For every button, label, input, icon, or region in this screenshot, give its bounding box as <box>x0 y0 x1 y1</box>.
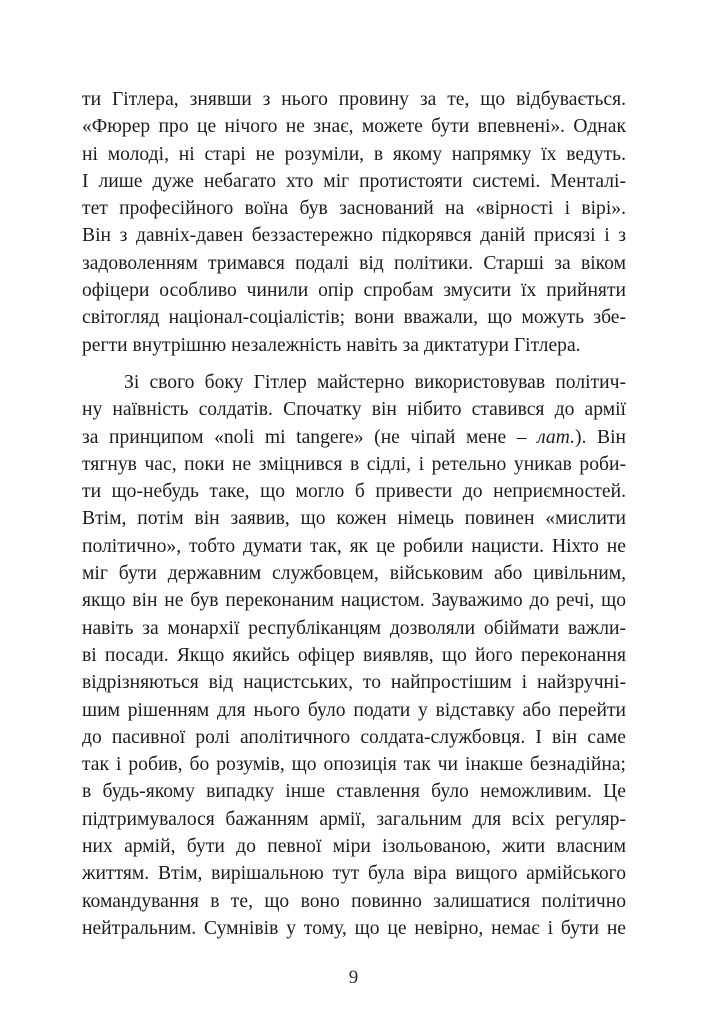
italic-abbreviation: лат. <box>537 426 576 448</box>
text-run: за принципом «noli mi tangere» (не чіпай мене – <box>82 426 538 448</box>
text-line: офіцери особливо чинили опір спробам змусити їх прийняти <box>82 280 626 302</box>
text-line: ти що-небудь таке, що могло б привести до неприємностей. <box>82 481 626 503</box>
text-line: якщо він не був переконаним нацистом. Зауважимо до речі, що <box>82 590 626 612</box>
text-line: навіть за монархії республіканцям дозволяли обіймати важли- <box>82 617 626 639</box>
text-line: ні молоді, ні старі не розуміли, в якому напрямку їх ведуть. <box>82 143 626 165</box>
text-line: до пасивної ролі аполітичного солдата-службовця. І він саме <box>82 726 626 748</box>
paragraph-1 <box>82 86 626 359</box>
text-line: них армій, бути до певної міри ізольованою, жити власним <box>82 836 626 858</box>
text-line: командування в те, що воно повинно залишатися політично <box>82 890 626 912</box>
text-line-with-italic <box>82 424 626 451</box>
text-line: тет професійного воїна був заснований на «вірності і вірі». <box>82 198 626 220</box>
text-line: ві посади. Якщо якийсь офіцер виявляв, що його переконання <box>82 644 626 666</box>
paragraph-2 <box>82 369 626 942</box>
text-line: І лише дуже небагато хто міг протистояти системі. Менталі- <box>82 170 626 192</box>
text-line: Зі свого боку Гітлер майстерно використовував політич- <box>124 371 626 393</box>
text-line: Втім, потім він заявив, що кожен німець повинен «мислити <box>82 508 626 530</box>
page-body <box>82 0 626 942</box>
paragraph-spacer <box>82 359 626 369</box>
text-line: підтримувалося бажанням армії, загальним для всіх регуляр- <box>82 808 626 830</box>
text-line: політично», тобто думати так, як це робили нацисти. Ніхто не <box>82 535 626 557</box>
text-line: так і робив, бо розумів, що опозиція так чи інакше безнадійна; <box>82 754 626 776</box>
text-line: ну наївність солдатів. Спочатку він нібито ставився до армії <box>82 399 626 421</box>
text-line: «Фюрер про це нічого не знає, можете бути впевнені». Однак <box>82 116 626 138</box>
text-line: Він з давніх-давен беззастережно підкорявся даній присязі і з <box>82 225 626 247</box>
text-line: життям. Втім, вирішальною тут була віра вищого армійського <box>82 863 626 885</box>
text-run: ). Він <box>575 426 626 448</box>
text-line: регти внутрішню незалежність навіть за диктатури Гітлера. <box>82 334 581 356</box>
text-line: світогляд націонал-соціалістів; вони вважали, що можуть збе- <box>82 307 626 329</box>
text-line: нейтральним. Сумнівів у тому, що це невірно, немає і бути не <box>82 917 626 939</box>
page-number: 9 <box>348 967 359 989</box>
text-line: відрізняються від нацистських, то найпростішим і найзручні- <box>82 672 626 694</box>
text-line: міг бути державним службовцем, військовим або цивільним, <box>82 563 626 585</box>
text-line: шим рішенням для нього було подати у відставку або перейти <box>82 699 626 721</box>
text-line: ти Гітлера, знявши з нього провину за те, що відбувається. <box>82 89 626 110</box>
text-line: в будь-якому випадку інше ставлення було неможливим. Це <box>82 781 626 803</box>
text-line: задоволенням тримався подалі від політики. Старші за віком <box>82 252 626 274</box>
text-line: тягнув час, поки не зміцнився в сідлі, і ретельно уникав роби- <box>82 453 626 475</box>
